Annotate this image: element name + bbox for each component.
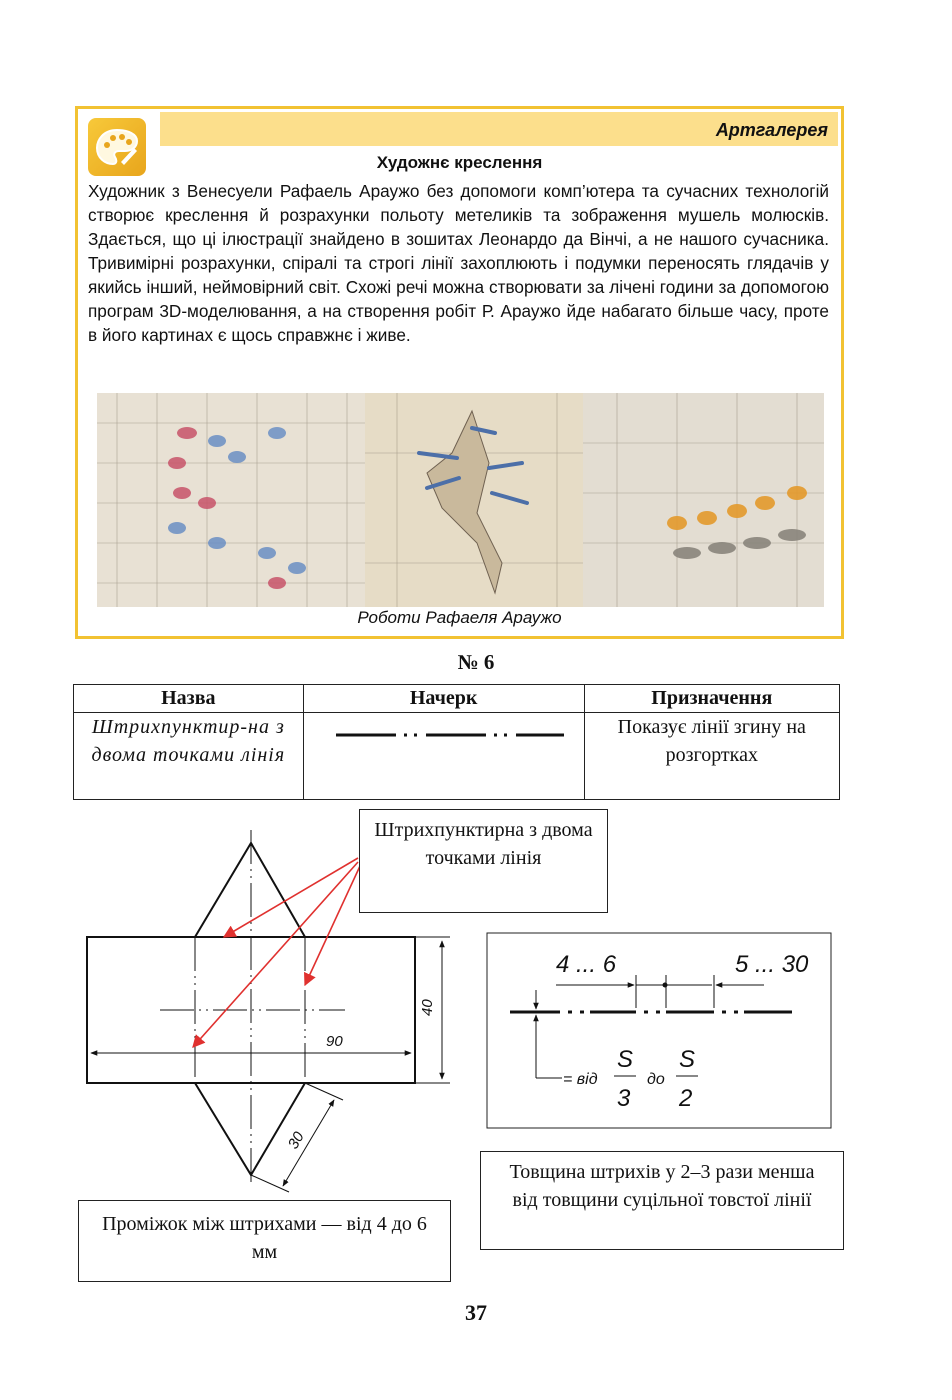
artgallery-caption: Роботи Рафаеля Араужо	[357, 608, 562, 627]
fraction-denominator-3: 3	[617, 1085, 631, 1112]
dim-30-label: 30	[284, 1129, 308, 1152]
thickness-prefix: = від	[563, 1071, 598, 1088]
callout-thickness: Товщина штрихів у 2–3 рази менша від товщини суцільної товстої лінії	[480, 1151, 844, 1250]
fraction-s-numerator-2: S	[679, 1046, 696, 1073]
gap-length-label: 5 ... 30	[735, 951, 809, 978]
dim-40-label: 40	[419, 999, 436, 1016]
callout-line-name: Штрихпунктирна з двома точками лінія	[359, 809, 608, 913]
fold-lines	[160, 830, 345, 1185]
task-number: № 6	[457, 650, 495, 674]
header-purpose: Призначення	[584, 685, 839, 713]
dash-length-label: 4 ... 6	[556, 951, 617, 978]
header-sketch: Начерк	[303, 685, 584, 713]
fraction-denominator-2: 2	[679, 1085, 693, 1112]
line-name-cell: Штрихпунктир-на з двома точками лінія	[74, 713, 304, 800]
thickness-to: до	[647, 1071, 665, 1088]
fraction-s-numerator-1: S	[617, 1046, 634, 1073]
artgallery-paragraph: Художник з Венесуели Рафаель Араужо без допомоги комп’ютера та сучасних технологій створює креслення й розрахунки польоту метеликів та зображення мушель молюсків. Здається, що ці ілюстрації знайдено в зошитах Леонардо да Вінчі, а не нашого сучасника. Тривимірні розрахунки, спіралі та строгі лінії захоплюють і подумки переносять глядачів у якийсь інший, неймовірний світ. Схожі речі можна створювати за лічені години за допомогою програм 3D-моделювання, а на створення робіт Р. Араужо йде набагато більше часу, проте в його картинах є щось справжнє і живе.	[88, 181, 829, 345]
callout-gap: Проміжок між штрихами — від 4 до 6 мм	[78, 1200, 451, 1282]
page-number: 37	[465, 1300, 487, 1325]
header-name: Назва	[74, 685, 304, 713]
line-purpose-cell: Показує лінії згину на розгортках	[584, 713, 839, 800]
artgallery-title: Художнє креслення	[376, 153, 543, 172]
artgallery-label: Артгалерея	[715, 120, 828, 140]
dim-90-label: 90	[326, 1033, 343, 1050]
